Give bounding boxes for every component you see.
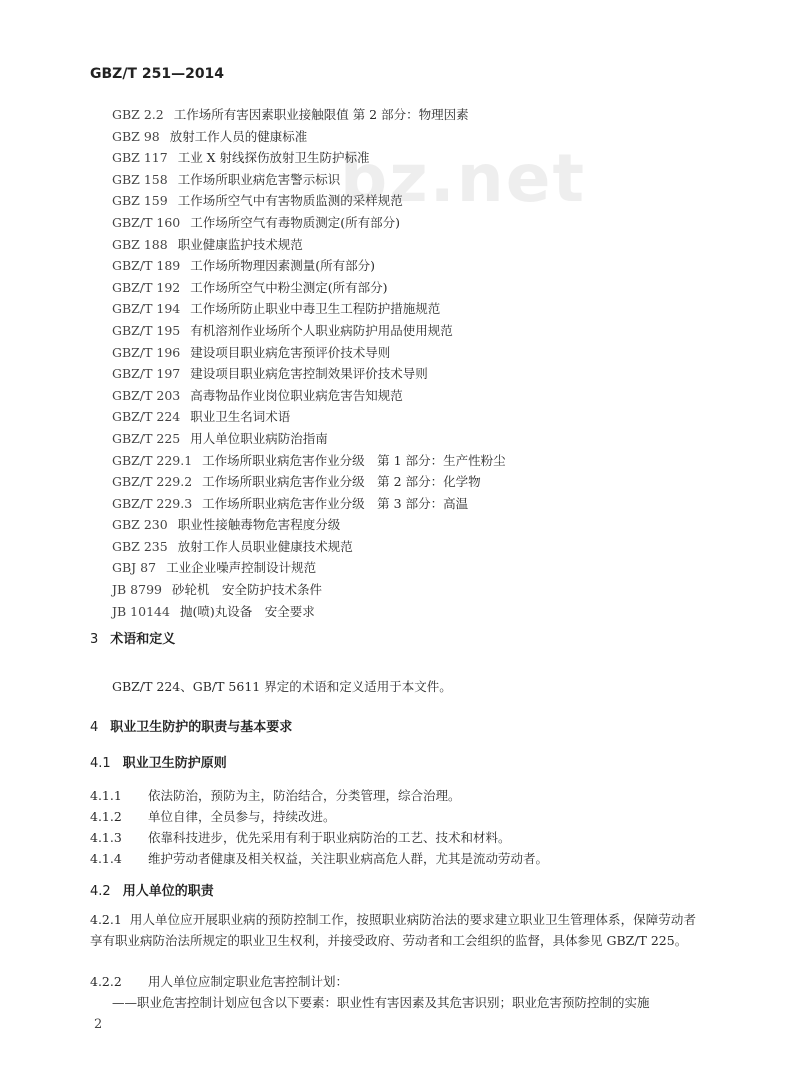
- section-number: 4: [90, 720, 99, 735]
- reference-item: [112, 147, 506, 169]
- reference-item: [112, 471, 506, 493]
- reference-title: 建设项目职业病危害预评价技术导则: [190, 344, 391, 360]
- reference-title: 职业健康监护技术规范: [177, 236, 303, 252]
- reference-title: 抛(喷)丸设备 安全要求: [179, 603, 315, 619]
- reference-item: [112, 320, 506, 342]
- clause-text: 用人单位应开展职业病的预防控制工作，按照职业病防治法的要求建立职业卫生管理体系，保障劳动者享有职业病防治法所规定的职业卫生权利，并接受政府、劳动者和工会组织的监督，具体参见 GBZ/T 225。: [90, 912, 696, 948]
- reference-code: JB 8799: [112, 582, 162, 598]
- reference-code: GBZ/T 224: [112, 409, 181, 425]
- reference-code: GBZ/T 192: [112, 279, 181, 295]
- reference-code: GBZ 2.2: [112, 107, 164, 122]
- section-number: 4.1: [90, 756, 111, 771]
- reference-code: GBZ 235: [112, 538, 168, 554]
- reference-code: GBZ/T 195: [112, 322, 181, 338]
- reference-title: 工作场所物理因素测量(所有部分): [190, 258, 376, 274]
- reference-title: 职业卫生名词术语: [190, 409, 291, 425]
- reference-code: GBZ/T 229.2: [112, 474, 193, 490]
- clause-number: 4.2.2: [90, 974, 122, 989]
- reference-item: [112, 536, 506, 558]
- reference-code: GBZ/T 160: [112, 214, 181, 230]
- reference-code: GBJ 87: [112, 560, 157, 576]
- reference-item: [112, 428, 506, 450]
- page-number: 2: [94, 1017, 103, 1032]
- clause-number: 4.2.1: [90, 912, 122, 927]
- clause-4-1-1: [90, 786, 461, 804]
- reference-item: [112, 126, 506, 148]
- reference-code: GBZ 117: [112, 150, 168, 166]
- section-number: 3: [90, 632, 99, 647]
- normative-references-list: [112, 104, 506, 622]
- reference-title: 工业企业噪声控制设计规范: [166, 560, 317, 576]
- clause-number: 4.1.2: [90, 809, 122, 824]
- reference-title: 建设项目职业病危害控制效果评价技术导则: [190, 366, 428, 382]
- section-4-2-heading: [90, 880, 214, 899]
- section-3-body: GBZ/T 224、GB/T 5611 界定的术语和定义适用于本文件。: [112, 679, 452, 694]
- reference-title: 放射工作人员的健康标准: [169, 128, 308, 144]
- section-title: 用人单位的职责: [122, 884, 214, 899]
- reference-code: GBZ/T 225: [112, 430, 181, 446]
- reference-item: [112, 385, 506, 407]
- section-4-1-heading: [90, 752, 227, 771]
- clause-text: 依法防治，预防为主，防治结合，分类管理，综合治理。: [148, 788, 461, 803]
- reference-title: 工作场所职业病危害作业分级 第 3 部分：高温: [202, 495, 469, 511]
- reference-title: 用人单位职业病防治指南: [190, 430, 328, 446]
- section-title: 职业卫生防护原则: [122, 756, 227, 771]
- reference-code: GBZ/T 229.1: [112, 452, 193, 468]
- reference-code: GBZ 98: [112, 128, 160, 144]
- reference-item: [112, 493, 506, 515]
- clause-text: 用人单位应制定职业危害控制计划：: [148, 974, 349, 989]
- reference-item: [112, 514, 506, 536]
- reference-title: 砂轮机 安全防护技术条件: [171, 582, 322, 598]
- reference-item: [112, 104, 506, 126]
- reference-code: JB 10144: [112, 603, 170, 619]
- reference-title: 有机溶剂作业场所个人职业病防护用品使用规范: [190, 322, 453, 338]
- reference-item: [112, 601, 506, 623]
- reference-title: 放射工作人员职业健康技术规范: [177, 538, 353, 554]
- section-number: 4.2: [90, 884, 111, 899]
- reference-title: 工作场所有害因素职业接触限值 第 2 部分：物理因素: [173, 107, 469, 122]
- clause-text: 单位自律，全员参与，持续改进。: [148, 809, 336, 824]
- reference-item: [112, 363, 506, 385]
- reference-title: 工作场所空气有毒物质测定(所有部分): [190, 214, 401, 230]
- reference-item: [112, 342, 506, 364]
- section-title: 术语和定义: [110, 632, 176, 647]
- reference-code: GBZ/T 203: [112, 387, 181, 403]
- clause-4-1-4: [90, 849, 548, 867]
- clause-4-2-2: [90, 972, 348, 990]
- reference-item: [112, 557, 506, 579]
- reference-title: 工作场所空气中有害物质监测的采样规范: [177, 193, 403, 209]
- clause-4-1-3: [90, 828, 511, 846]
- reference-code: GBZ/T 196: [112, 344, 181, 360]
- reference-item: [112, 190, 506, 212]
- reference-title: 工作场所空气中粉尘测定(所有部分): [190, 279, 388, 295]
- reference-code: GBZ/T 197: [112, 366, 181, 382]
- reference-title: 工作场所防止职业中毒卫生工程防护措施规范: [190, 301, 441, 317]
- reference-code: GBZ/T 189: [112, 258, 181, 274]
- reference-code: GBZ 159: [112, 193, 168, 209]
- clause-text: 维护劳动者健康及相关权益，关注职业病高危人群，尤其是流动劳动者。: [148, 851, 549, 866]
- reference-item: [112, 277, 506, 299]
- reference-title: 高毒物品作业岗位职业病危害告知规范: [190, 387, 403, 403]
- section-4-heading: [90, 716, 292, 735]
- clause-number: 4.1.4: [90, 851, 122, 866]
- reference-item: [112, 169, 506, 191]
- reference-code: GBZ 230: [112, 517, 168, 533]
- reference-item: [112, 212, 506, 234]
- dash-list-item: ——职业危害控制计划应包含以下要素：职业性有害因素及其危害识别；职业危害预防控制的实施: [112, 995, 650, 1010]
- reference-title: 工业 X 射线探伤放射卫生防护标准: [177, 150, 370, 166]
- section-3-heading: [90, 628, 175, 647]
- reference-item: [112, 579, 506, 601]
- clause-4-1-2: [90, 807, 336, 825]
- reference-code: GBZ/T 194: [112, 301, 181, 317]
- watermark: bz.net: [340, 140, 587, 217]
- reference-code: GBZ 188: [112, 236, 168, 252]
- reference-item: [112, 406, 506, 428]
- clause-number: 4.1.3: [90, 830, 122, 845]
- reference-title: 工作场所职业病危害作业分级 第 2 部分：化学物: [202, 474, 481, 490]
- clause-number: 4.1.1: [90, 788, 122, 803]
- document-code-header: GBZ/T 251—2014: [90, 66, 225, 82]
- clause-4-2-1: [90, 910, 696, 951]
- section-title: 职业卫生防护的职责与基本要求: [110, 720, 293, 735]
- reference-item: [112, 298, 506, 320]
- reference-code: GBZ/T 229.3: [112, 495, 193, 511]
- reference-title: 工作场所职业病危害警示标识: [177, 171, 341, 187]
- clause-text: 依靠科技进步，优先采用有利于职业病防治的工艺、技术和材料。: [148, 830, 511, 845]
- reference-item: [112, 255, 506, 277]
- reference-code: GBZ 158: [112, 171, 168, 187]
- reference-title: 工作场所职业病危害作业分级 第 1 部分：生产性粉尘: [202, 452, 506, 468]
- reference-item: [112, 234, 506, 256]
- reference-item: [112, 450, 506, 472]
- reference-title: 职业性接触毒物危害程度分级: [177, 517, 341, 533]
